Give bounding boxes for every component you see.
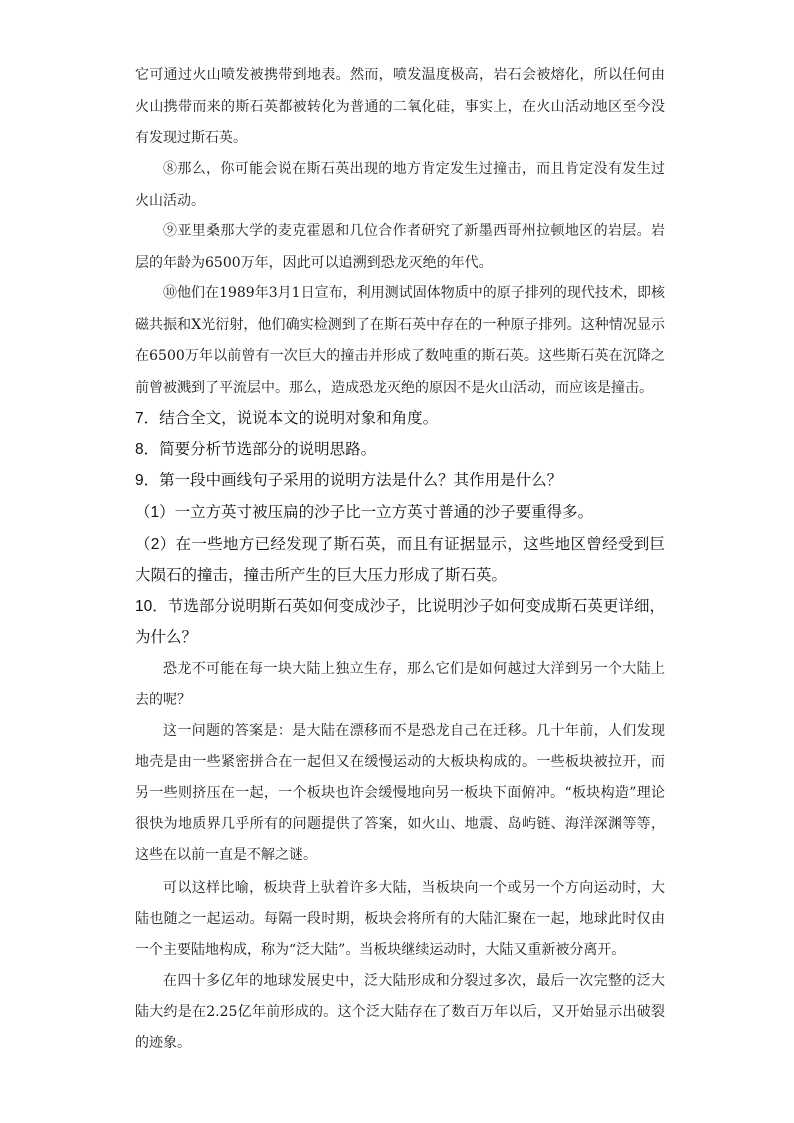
question-9-sentence-2: （2）在一些地方已经发现了斯石英，而且有证据显示，这些地区曾经受到巨大陨石的撞击，撞击所产生的巨大压力形成了斯石英。 xyxy=(135,536,665,584)
question-9: 9．第一段中画线句子采用的说明方法是什么？其作用是什么？ xyxy=(135,472,563,489)
paragraph-b3: 可以这样比喻，板块背上驮着许多大陆，当板块向一个或另一个方向运动时，大陆也随之一起运动。每隔一段时期，板块会将所有的大陆汇聚在一起，地球此时仅由一个主要陆地构成，称为“泛大陆”。当板块继续运动时，大陆又重新被分离开。 xyxy=(135,880,665,958)
paragraph-b4: 在四十多亿年的地球发展史中，泛大陆形成和分裂过多次，最后一次完整的泛大陆大约是在2.25亿年前形成的。这个泛大陆存在了数百万年以后，又开始显示出破裂的迹象。 xyxy=(135,973,665,1051)
question-9-sentence-1: （1）一立方英寸被压扁的沙子比一立方英寸普通的沙子要重得多。 xyxy=(135,504,594,521)
paragraph-9: ⑨亚里桑那大学的麦克霍恩和几位合作者研究了新墨西哥州拉顿地区的岩层。岩层的年龄为6500万年，因此可以追溯到恐龙灭绝的年代。 xyxy=(135,223,665,271)
paragraph-8: ⑧那么，你可能会说在斯石英出现的地方肯定发生过撞击，而且肯定没有发生过火山活动。 xyxy=(135,161,665,209)
question-7: 7．结合全文，说说本文的说明对象和角度。 xyxy=(135,410,439,427)
question-10: 10．节选部分说明斯石英如何变成沙子，比说明沙子如何变成斯石英更详细，为什么？ xyxy=(135,598,665,646)
paragraph-b2: 这一问题的答案是：是大陆在漂移而不是恐龙自己在迁移。几十年前，人们发现地壳是由一些紧密拼合在一起但又在缓慢运动的大板块构成的。一些板块被拉开，而另一些则挤压在一起，一个板块也许会缓慢地向另一板块下面俯冲。“板块构造”理论很快为地质界几乎所有的问题提供了答案，如火山、地震、岛屿链、海洋深渊等等，这些在以前一直是不解之谜。 xyxy=(135,723,665,863)
paragraph-10: ⑩他们在1989年3月1日宣布，利用测试固体物质中的原子排列的现代技术，即核磁共振和X光衍射，他们确实检测到了在斯石英中存在的一种原子排列。这种情况显示在6500万年以前曾有一次巨大的撞击并形成了数吨重的斯石英。这些斯石英在沉降之前曾被溅到了平流层中。那么，造成恐龙灭绝的原因不是火山活动，而应该是撞击。 xyxy=(135,285,665,396)
paragraph-b1: 恐龙不可能在每一块大陆上独立生存，那么它们是如何越过大洋到另一个大陆上去的呢？ xyxy=(135,661,665,708)
paragraph-continued: 它可通过火山喷发被携带到地表。然而，喷发温度极高，岩石会被熔化，所以任何由火山携带而来的斯石英都被转化为普通的二氧化硅，事实上，在火山活动地区至今没有发现过斯石英。 xyxy=(135,67,665,146)
question-8: 8．简要分析节选部分的说明思路。 xyxy=(135,441,377,458)
